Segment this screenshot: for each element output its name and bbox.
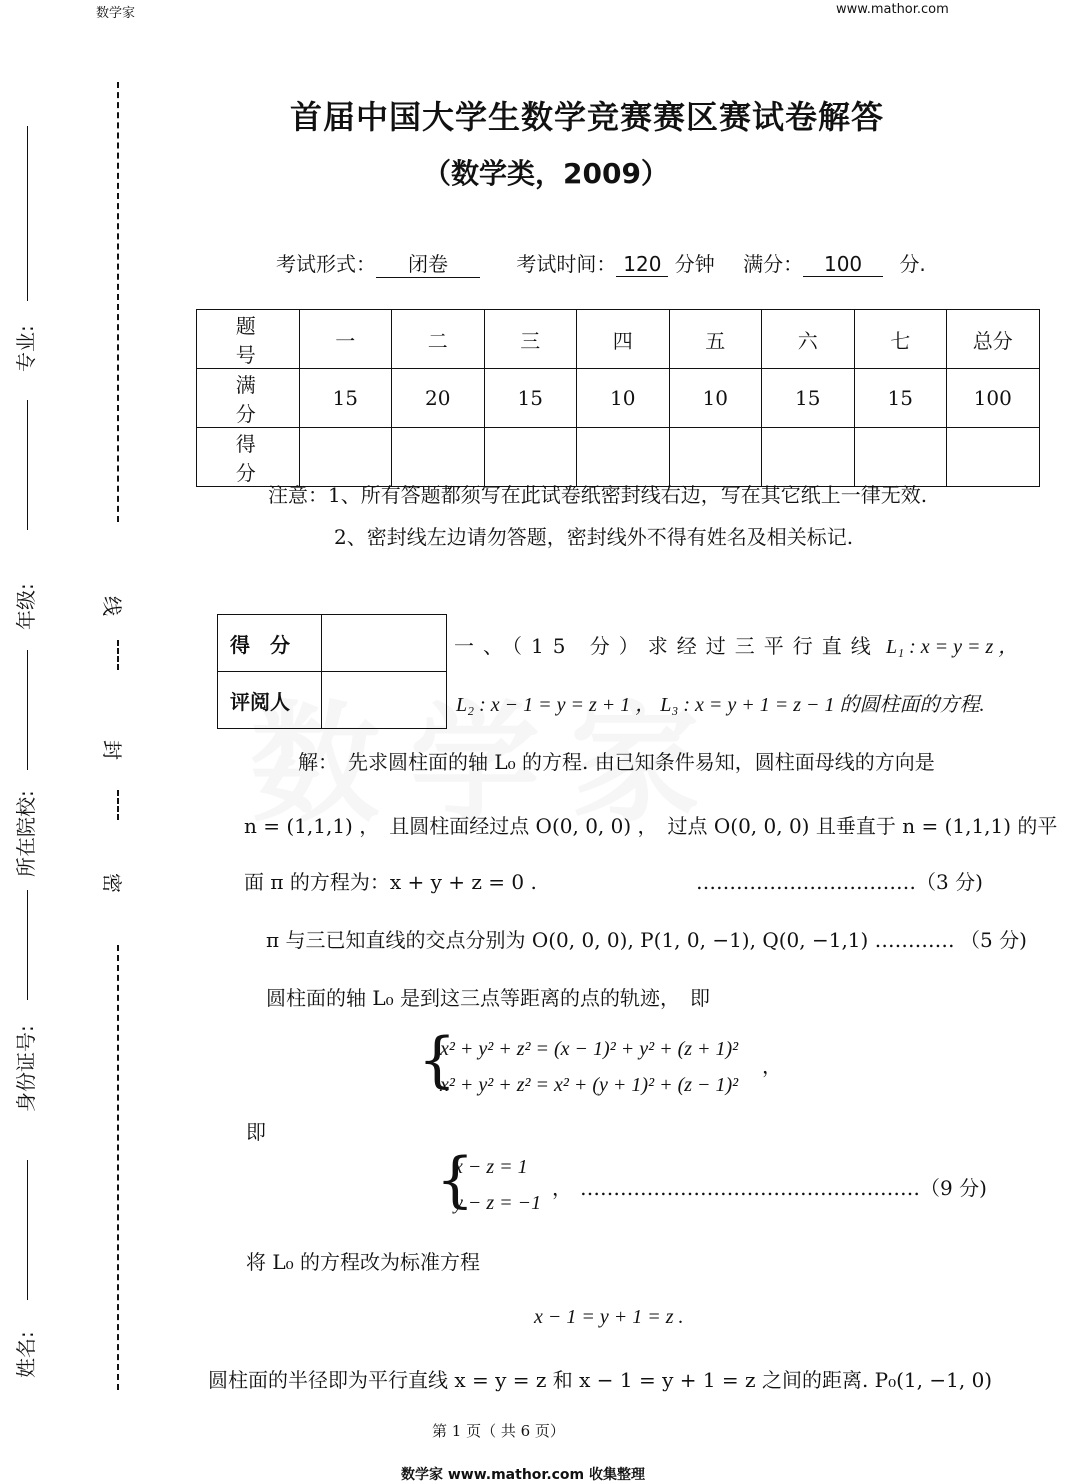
seal-line xyxy=(117,640,119,670)
grader-name-blank xyxy=(322,672,447,729)
system1-comma: ， xyxy=(762,1054,782,1078)
margin-line xyxy=(27,890,28,1000)
page-number: 第 1 页（ 共 6 页） xyxy=(432,1422,565,1440)
exam-time-unit: 分钟 xyxy=(674,252,715,276)
left-brace: { xyxy=(418,1025,457,1095)
solution-score-5: （5 分) xyxy=(960,928,1027,952)
score-cell: 得 分 xyxy=(197,428,300,487)
score-cell: 四 xyxy=(577,310,670,369)
score-row-got xyxy=(197,428,1040,487)
score-cell: 15 xyxy=(484,369,577,428)
seal-line xyxy=(117,790,119,820)
note-1: 注意：1、所有答题都须写在此试卷纸密封线右边，写在其它纸上一律无效. xyxy=(268,483,928,507)
problem-line2: L₂ : x − 1 = y = z + 1 ， L₃ : x = y + 1 = z − 1 的圆柱面的方程. xyxy=(456,694,985,716)
score-cell: 六 xyxy=(762,310,855,369)
score-cell: 15 xyxy=(762,369,855,428)
exam-form-label: 考试形式： xyxy=(276,252,376,276)
solution-line-1: 解： 先求圆柱面的轴 L₀ 的方程. 由已知条件易知，圆柱面母线的方向是 xyxy=(298,750,935,774)
sidebar-field-grade: 年级: xyxy=(14,583,38,630)
seal-char-seal: 封 xyxy=(100,740,124,760)
solution-line-6: 即 xyxy=(246,1120,266,1144)
score-cell-blank xyxy=(854,428,947,487)
system1-eq-b: x² + y² + z² = x² + (y + 1)² + (z − 1)² xyxy=(440,1074,739,1096)
score-table xyxy=(196,309,1040,487)
score-cell: 七 xyxy=(854,310,947,369)
problem-heading: 一、（15 分）求经过三平行直线 xyxy=(454,634,880,658)
solution-line-7: 将 L₀ 的方程改为标准方程 xyxy=(246,1250,481,1274)
solution-line-5: 圆柱面的轴 L₀ 是到这三点等距离的点的轨迹， 即 xyxy=(266,986,711,1010)
score-cell-blank xyxy=(484,428,577,487)
score-cell-blank xyxy=(299,428,392,487)
score-cell-blank xyxy=(762,428,855,487)
page-subtitle: （数学类，2009） xyxy=(423,157,669,190)
margin-line xyxy=(27,126,28,301)
exam-full-value: 100 xyxy=(803,252,883,277)
grader-table xyxy=(217,614,447,729)
score-cell: 10 xyxy=(669,369,762,428)
exam-time-label: 考试时间： xyxy=(516,252,617,276)
score-cell: 15 xyxy=(299,369,392,428)
system2-comma: ， xyxy=(552,1176,572,1200)
grader-score-blank xyxy=(322,615,447,672)
solution-line-2: n = (1,1,1) ， 且圆柱面经过点 O(0, 0, 0) ， 过点 O(0, 0, 0) 且垂直于 n = (1,1,1) 的平 xyxy=(244,814,1058,838)
sidebar-field-name: 姓名: xyxy=(14,1331,38,1378)
left-brace: { xyxy=(436,1145,475,1215)
exam-time-value: 120 xyxy=(616,252,668,277)
system2-eq-b: y − z = −1 xyxy=(454,1192,542,1214)
exam-form-value: 闭卷 xyxy=(376,248,480,278)
score-cell: 一 xyxy=(299,310,392,369)
page-title: 首届中国大学生数学竞赛赛区赛试卷解答 xyxy=(290,98,885,136)
bottom-footer: 数学家 www.mathor.com 收集整理 xyxy=(401,1467,646,1483)
solution-line-8: x − 1 = y + 1 = z . xyxy=(534,1306,684,1328)
score-cell: 五 xyxy=(669,310,762,369)
solution-line-3: 面 π 的方程为：x + y + z = 0 . xyxy=(244,870,537,894)
score-cell: 100 xyxy=(947,369,1040,428)
score-row-full xyxy=(197,369,1040,428)
sidebar-field-school: 所在院校: xyxy=(14,790,38,877)
margin-line xyxy=(27,1160,28,1300)
grader-score-label: 得 分 xyxy=(218,615,322,672)
solution-line-4: π 与三已知直线的交点分别为 O(0, 0, 0), P(1, 0, −1), Q(0, −1,1) ………… xyxy=(266,928,955,952)
problem-line1-eq: L₁ : x = y = z ， xyxy=(886,636,1019,658)
grader-name-label: 评阅人 xyxy=(218,672,322,729)
score-cell-blank xyxy=(669,428,762,487)
exam-full-label: 满分： xyxy=(743,252,804,276)
system1-eq-a: x² + y² + z² = (x − 1)² + y² + (z + 1)² xyxy=(440,1038,739,1060)
exam-full-unit: 分. xyxy=(899,252,926,276)
margin-line xyxy=(27,400,28,530)
score-cell-blank xyxy=(392,428,485,487)
header-left: 数学家 xyxy=(96,6,136,21)
header-right: www.mathor.com xyxy=(836,2,949,17)
score-cell-blank xyxy=(577,428,670,487)
score-row-question xyxy=(197,310,1040,369)
score-cell-blank xyxy=(947,428,1040,487)
score-cell: 题 号 xyxy=(197,310,300,369)
solution-score-9: ……………………………………………（9 分) xyxy=(580,1176,987,1200)
seal-line xyxy=(117,82,119,522)
score-cell: 满 分 xyxy=(197,369,300,428)
solution-score-3: ……………………………（3 分) xyxy=(696,870,983,894)
score-cell: 二 xyxy=(392,310,485,369)
sidebar-field-id: 身份证号: xyxy=(14,1025,38,1112)
score-cell: 三 xyxy=(484,310,577,369)
score-cell: 10 xyxy=(577,369,670,428)
score-cell: 总分 xyxy=(947,310,1040,369)
seal-line xyxy=(117,945,119,1390)
score-cell: 20 xyxy=(392,369,485,428)
exam-info xyxy=(276,248,926,278)
margin-line xyxy=(27,650,28,770)
score-cell: 15 xyxy=(854,369,947,428)
sidebar-field-major: 专业: xyxy=(14,325,38,372)
seal-char-line: 线 xyxy=(100,596,124,616)
note-2: 2、密封线左边请勿答题，密封线外不得有姓名及相关标记. xyxy=(334,525,854,549)
seal-char-secret: 密 xyxy=(100,873,124,893)
system2-eq-a: x − z = 1 xyxy=(454,1156,528,1178)
solution-line-9: 圆柱面的半径即为平行直线 x = y = z 和 x − 1 = y + 1 = z 之间的距离. P₀(1, −1, 0) xyxy=(208,1368,993,1392)
